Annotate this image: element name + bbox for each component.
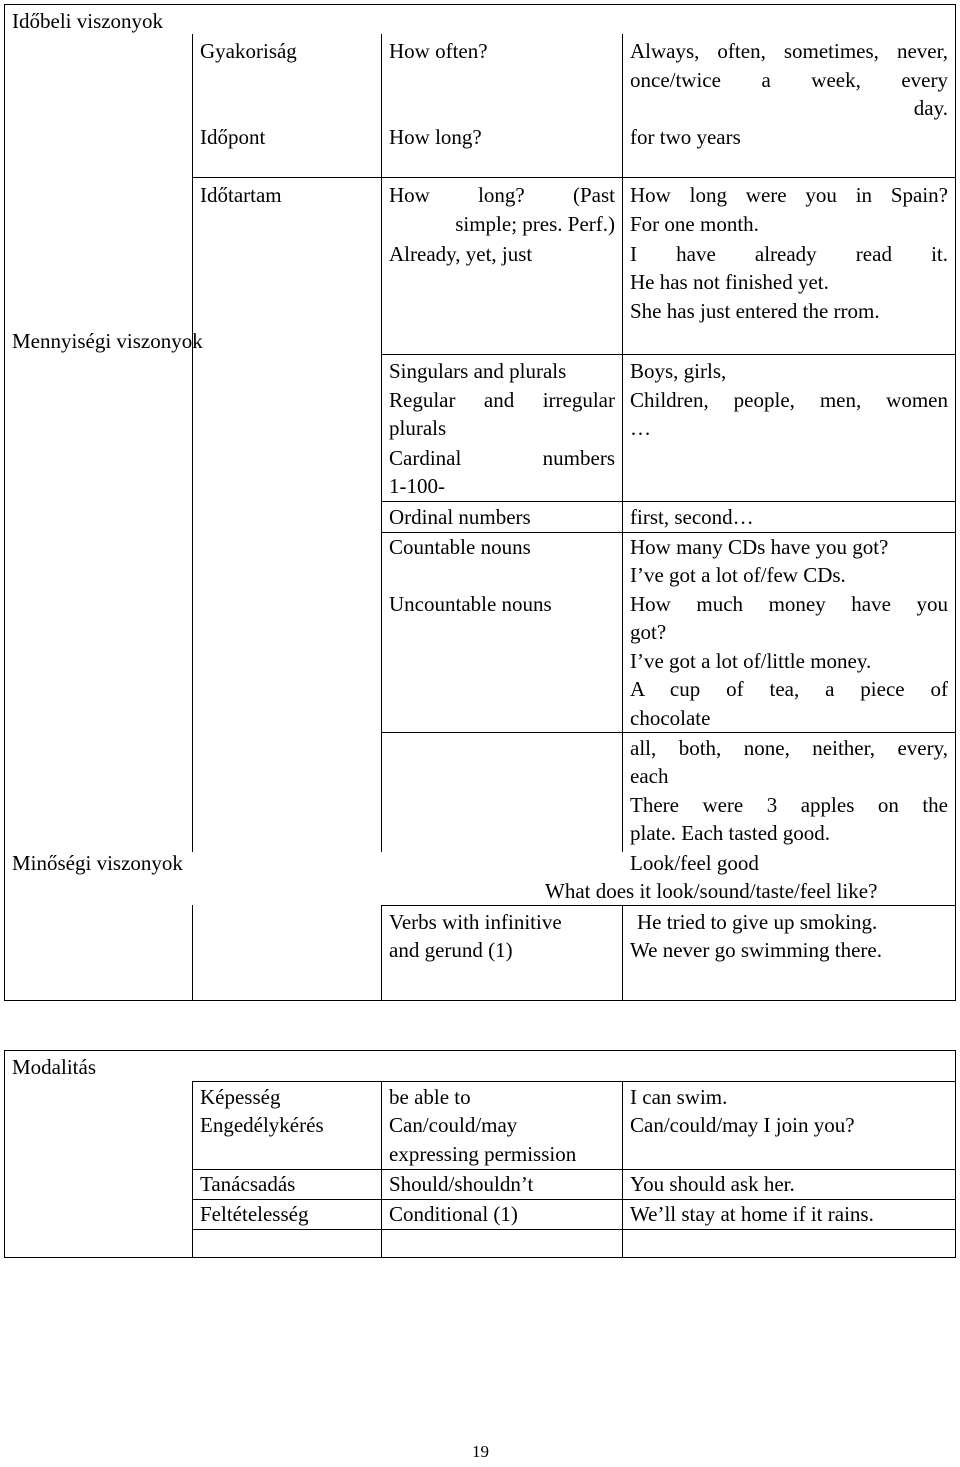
- table1-border-bottom: [4, 1000, 956, 1001]
- verbs-example-b: We never go swimming there.: [630, 938, 882, 962]
- duration-example-a: How long were you in Spain?: [630, 183, 948, 207]
- table2-col-divider-1: [192, 1081, 193, 1257]
- table2-row-divider: [192, 1169, 955, 1170]
- point-question: How long?: [389, 125, 482, 149]
- duration-adverbs: Already, yet, just: [389, 242, 533, 266]
- frequency-examples-last: day.: [913, 96, 948, 120]
- quantifier-example-c: There were 3 apples on the: [630, 793, 948, 817]
- modality-row-structure-a: be able to: [389, 1085, 471, 1109]
- verbs-example-a: He tried to give up smoking.: [637, 910, 878, 934]
- table1-col-divider-2: [381, 34, 382, 852]
- duration-question-b: simple; pres. Perf.): [455, 212, 615, 236]
- uncountable-example-a: How much money have you: [630, 592, 948, 616]
- duration-example-b: For one month.: [630, 212, 759, 236]
- modality-row-example-a: I can swim.: [630, 1085, 728, 1109]
- section-label-modality: Modalitás: [12, 1055, 96, 1079]
- plurals-example-c: …: [630, 416, 651, 440]
- plurals-example-b: Children, people, men, women: [630, 388, 948, 412]
- plurals-c: plurals: [389, 416, 447, 440]
- section-label-quantity: Mennyiségi viszonyok: [12, 329, 203, 353]
- table2-border-right: [955, 1050, 956, 1258]
- point-label: Időpont: [200, 125, 266, 149]
- countable: Countable nouns: [389, 535, 531, 559]
- verbs-a: Verbs with infinitive: [389, 910, 562, 934]
- point-example: for two years: [630, 125, 741, 149]
- adverb-example-c: She has just entered the rrom.: [630, 299, 880, 323]
- table1-row-divider: [381, 501, 955, 502]
- adverb-example-b: He has not finished yet.: [630, 270, 829, 294]
- table2-row-divider: [192, 1081, 955, 1082]
- cardinal-a: Cardinal numbers: [389, 446, 615, 470]
- section-label-quality: Minőségi viszonyok: [12, 851, 183, 875]
- modality-row-structure-b: Can/could/may: [389, 1113, 518, 1137]
- uncountable-example-d: A cup of tea, a piece of: [630, 677, 948, 701]
- table2-row-divider: [192, 1229, 955, 1230]
- section-label-time: Időbeli viszonyok: [12, 9, 164, 33]
- plurals-b: Regular and irregular: [389, 388, 615, 412]
- quantifier-example-d: plate. Each tasted good.: [630, 821, 831, 845]
- frequency-question: How often?: [389, 39, 488, 63]
- uncountable-example-b: got?: [630, 620, 667, 644]
- modality-row-structure: Conditional (1): [389, 1202, 518, 1226]
- table1-col-divider-1: [192, 34, 193, 852]
- modality-row-label: Tanácsadás: [200, 1172, 296, 1196]
- table1-border-top: [4, 4, 956, 5]
- frequency-label: Gyakoriság: [200, 39, 297, 63]
- modality-row-label-a: Képesség: [200, 1085, 281, 1109]
- modality-row-example: You should ask her.: [630, 1172, 795, 1196]
- duration-question-a: How long? (Past: [389, 183, 615, 207]
- quality-example-a: Look/feel good: [630, 851, 759, 875]
- plurals-example-a: Boys, girls,: [630, 359, 727, 383]
- duration-label: Időtartam: [200, 183, 282, 207]
- uncountable-example-c: I’ve got a lot of/little money.: [630, 649, 872, 673]
- modality-row-structure: Should/shouldn’t: [389, 1172, 534, 1196]
- table2-col-divider-2: [381, 1081, 382, 1257]
- ordinal: Ordinal numbers: [389, 505, 531, 529]
- table2-border-top: [4, 1050, 956, 1051]
- countable-example-b: I’ve got a lot of/few CDs.: [630, 563, 846, 587]
- table2-border-bottom: [4, 1257, 956, 1258]
- modality-row-label-b: Engedélykérés: [200, 1113, 324, 1137]
- table1-row-divider: [381, 354, 955, 355]
- table1-col-divider-3: [622, 34, 623, 852]
- ordinal-example: first, second…: [630, 505, 754, 529]
- verbs-b: and gerund (1): [389, 938, 513, 962]
- table2-col-divider-3: [622, 1081, 623, 1257]
- modality-row-example: We’ll stay at home if it rains.: [630, 1202, 874, 1226]
- modality-row-label: Feltételesség: [200, 1202, 309, 1226]
- frequency-examples: Always, often, sometimes, never, once/twice a week, every: [630, 39, 948, 92]
- countable-example-a: How many CDs have you got?: [630, 535, 889, 559]
- cardinal-b: 1-100-: [389, 474, 445, 498]
- quantifier-example-a: all, both, none, neither, every,: [630, 736, 948, 760]
- modality-row-structure-c: expressing permission: [389, 1142, 577, 1166]
- page-number: 19: [472, 1442, 489, 1461]
- plurals-a: Singulars and plurals: [389, 359, 567, 383]
- table2-border-left: [4, 1050, 5, 1258]
- table1-border-right: [955, 4, 956, 1001]
- table1-col-divider-3b: [622, 905, 623, 1000]
- table1-row-divider: [192, 177, 955, 178]
- adverb-example-a: I have already read it.: [630, 242, 948, 266]
- uncountable: Uncountable nouns: [389, 592, 552, 616]
- modality-row-example-b: Can/could/may I join you?: [630, 1113, 855, 1137]
- quantifier-example-b: each: [630, 764, 669, 788]
- quality-example-b: What does it look/sound/taste/feel like?: [545, 879, 878, 903]
- table1-col-divider-1b: [192, 905, 193, 1000]
- uncountable-example-e: chocolate: [630, 706, 711, 730]
- table1-border-left: [4, 4, 5, 1001]
- table1-col-divider-2b: [381, 905, 382, 1000]
